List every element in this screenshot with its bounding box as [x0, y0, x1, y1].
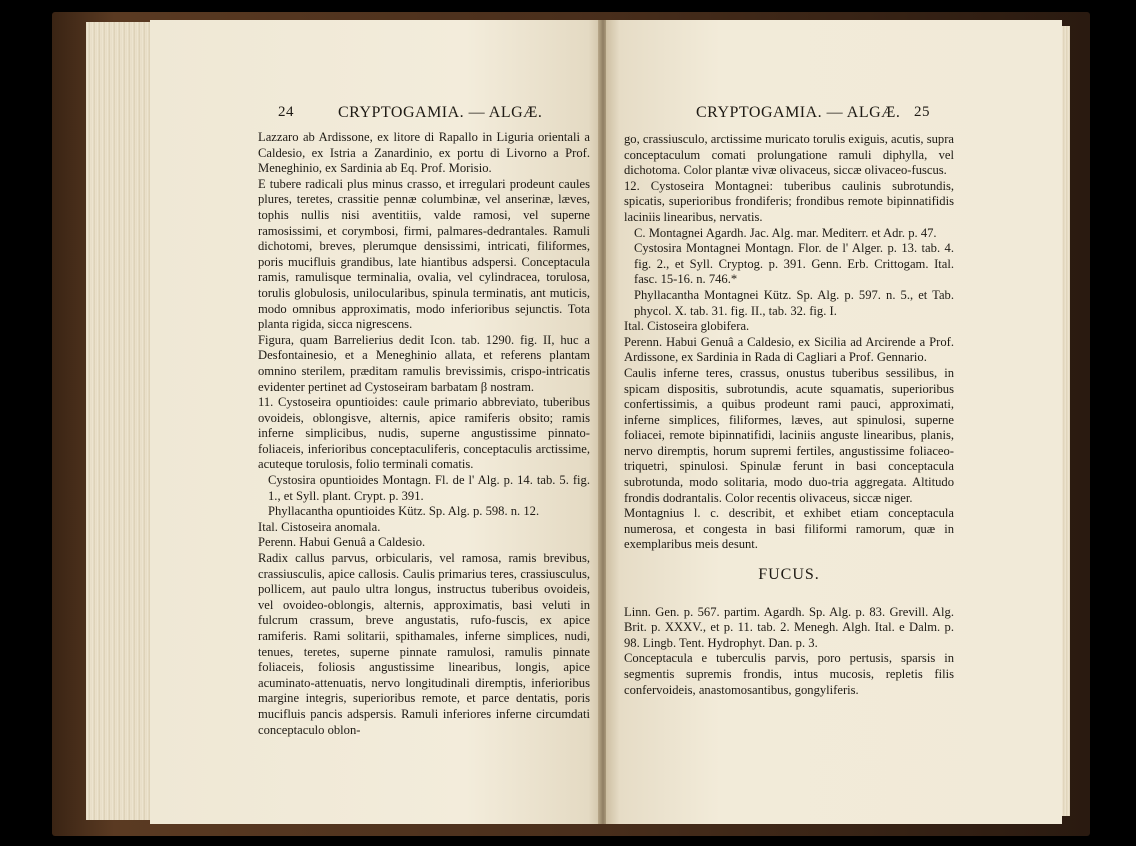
paragraph: Conceptacula e tuberculis parvis, poro pertusis, sparsis in segmentis supremis frondis, intus mucosis, repletis filis confervoideis, anastomosantibus, gongyliferis.	[624, 651, 954, 697]
references: Linn. Gen. p. 567. partim. Agardh. Sp. Alg. p. 83. Grevill. Alg. Brit. p. XXXV., et p. 11. tab. 2. Menegh. Algh. Ital. e Dalm. p. 98. Lingb. Tent. Hydrophyt. Dan. p. 3.	[624, 604, 954, 650]
provenance: Perenn. Habui Genuâ a Caldesio.	[258, 535, 426, 550]
left-page-header	[150, 104, 602, 126]
running-title: CRYPTOGAMIA. — ALGÆ.	[696, 104, 901, 121]
italian-name: Ital. Cistoseira anomala.	[258, 519, 381, 534]
synonym: Cystosira Montagnei Montagn. Flor. de l' Alger. p. 13. tab. 4. fig. 2., et Syll. Cryptog. p. 391. Genn. Erb. Crittogam. Ital. fasc. 15-16. n. 746.*	[634, 241, 954, 287]
paragraph: Montagnius l. c. describit, et exhibet etiam conceptacula numerosa, et congesta in basi filiformi ramorum, quæ in exemplaribus meis desunt.	[624, 506, 954, 552]
synonym: Cystosira opuntioides Montagn. Fl. de l' Alg. p. 14. tab. 5. fig. 1., et Syll. plant. Crypt. p. 391.	[268, 473, 590, 503]
synonym: Phyllacantha opuntioides Kütz. Sp. Alg. p. 598. n. 12.	[268, 504, 540, 519]
running-title: CRYPTOGAMIA. — ALGÆ.	[338, 104, 543, 121]
right-page-header	[606, 104, 1062, 126]
paragraph: Lazzaro ab Ardissone, ex litore di Rapallo in Liguria orientali a Caldesio, ex Istria a Zanardinio, ex portu di Livorno a Prof. Meneghinio, ex Sardinia ab Eq. Prof. Morisio.	[258, 130, 590, 176]
italian-name: Ital. Cistoseira globifera.	[624, 319, 750, 334]
page-number: 25	[914, 104, 930, 120]
paragraph: Figura, quam Barrelierius dedit Icon. tab. 1290. fig. II, huc a Desfontainesio, et a Meneghinio allata, et referens plantam omnino sterilem, præditam ramulis brevissimis, crispo-intricatis evidenter pertinet ad Cystoseiram barbatam β nostram.	[258, 332, 590, 394]
species-entry: 12. Cystoseira Montagnei: tuberibus caulinis subrotundis, spicatis, superioribus frondiferis; frondibus remote bipinnatifidis laciniis linearibus, nervatis.	[624, 178, 954, 224]
paragraph: go, crassiusculo, arctissime muricato torulis exiguis, acutis, supra conceptaculum comati prolungatione ramuli diphylla, vel dichotoma. Color plantæ vivæ olivaceus, siccæ olivaceo-fuscus.	[624, 132, 954, 178]
genus-heading: FUCUS.	[758, 566, 820, 584]
left-page	[150, 20, 602, 824]
right-page	[606, 20, 1062, 824]
synonym: Phyllacantha Montagnei Kütz. Sp. Alg. p. 597. n. 5., et Tab. phycol. X. tab. 31. fig. II., tab. 32. fig. I.	[634, 287, 954, 318]
paragraph: E tubere radicali plus minus crasso, et irregulari prodeunt caules plures, teretes, crassitie pennæ columbinæ, vel anserinæ, læves, tophis nullis nisi aventitiis, valde ramosi, vel superne ramosissimi, et corymbosi, firmi, palmares-dedrantales. Ramuli dichotomi, breves, plerumque densissimi, intricati, filiformes, poris mucifluis grandibus, late hiantibus adspersi. Conceptacula ramis, ramulisque terminalia, ovalia, vel cylindracea, torulosa, torulis globulosis, unilocularibus, spinula terminatis, ant muticis, modo omnibus approximatis, modo inferioribus sejunctis. Tota planta rigida, sicca nigrescens.	[258, 176, 590, 332]
left-page-body	[258, 130, 590, 738]
right-page-body	[624, 132, 954, 698]
paragraph: Caulis inferne teres, crassus, onustus tuberibus sessilibus, in spicam dispositis, subrotundis, acute squamatis, superioribus confertissimis, a quibus prodeunt rami pauci, approximati, inferne simplices, filiformes, læves, aut spinulosi, superne foliacei, remote bipinnatifidi, laciniis anguste linearibus, planis, nervo diremptis, horum supremi fertiles, angustissime foliaceo-triquetri, spinulosi. Spinulæ ferunt in basi conceptacula subrotunda, modo solitaria, modo duo-tria aggregata. Altitudo frondis dodrantalis. Color recentis olivaceus, siccæ niger.	[624, 365, 954, 505]
paragraph: Radix callus parvus, orbicularis, vel ramosa, ramis brevibus, crassiusculis, apice callosis. Caulis primarius teres, crassiusculus, pollicem, aut paulo ultra longus, instructus tuberibus ovoideis, vel ovoideo-oblongis, alternis, approximatis, basi veluti in fulcrum crassum, breve angustatis, rufo-fuscis, ex apice ramiferis. Rami solitarii, spithamales, inferne simplices, nudi, tenues, teretes, superne pinnate ramulosi, ramulis pinnate foliaceis, foliosis angustissime linearibus, longis, apice acuminato-attenuatis, nervo longitudinali diremptis, inferioribus margine integris, superioribus remote, et parce dentatis, poris mucifluis pancis adspersis. Ramuli inferiores inferne circumdati conceptaculo oblon-	[258, 551, 590, 737]
synonym: C. Montagnei Agardh. Jac. Alg. mar. Mediterr. et Adr. p. 47.	[634, 225, 937, 240]
page-edges-left	[86, 22, 152, 820]
species-entry: 11. Cystoseira opuntioides: caule primario abbreviato, tuberibus ovoideis, oblongisve, alternis, apice ramiferis obsito; ramis inferne simplicibus, nudis, superne angustissime pinnato-foliaceis, inferioribus conceptaculiferis, conceptaculis arctissime, acuteque torulosis, folio terminali comatis.	[258, 395, 590, 472]
provenance: Perenn. Habui Genuâ a Caldesio, ex Sicilia ad Arcirende a Prof. Ardissone, ex Sardinia in Rada di Cagliari a Prof. Gennario.	[624, 334, 954, 365]
page-number: 24	[278, 104, 294, 120]
